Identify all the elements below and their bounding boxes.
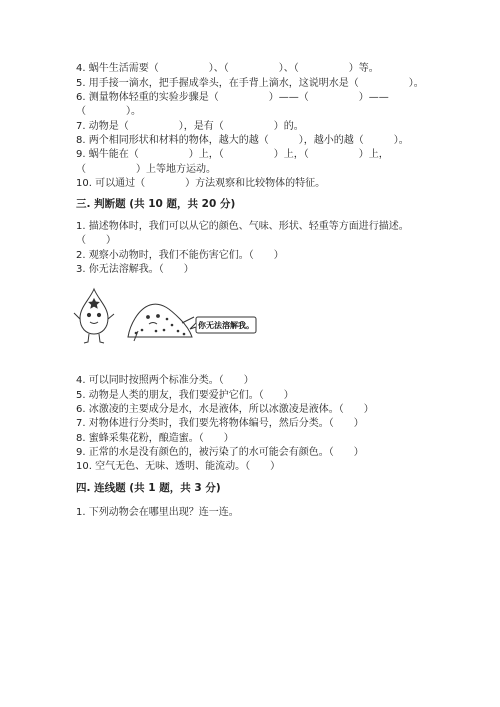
fill-blank-item-9-continued: （ ）上等地方运动。 — [76, 164, 216, 175]
speech-bubble — [190, 317, 256, 333]
water-drop-character-icon — [74, 289, 114, 343]
fill-blank-item-5: 5. 用手接一滴水，把手握成拳头，在手背上滴水，这说明水是（ ）。 — [76, 78, 424, 89]
true-false-item-7: 7. 对物体进行分类时，我们要先将物体编号，然后分类。（ ） — [76, 418, 364, 429]
true-false-item-6: 6. 冰激凌的主要成分是水，水是液体，所以冰激凌是液体。（ ） — [76, 404, 374, 415]
fill-blank-item-9: 9. 蜗牛能在（ ）上，（ ）上，（ ）上， — [76, 149, 389, 160]
true-false-item-4: 4. 可以同时按照两个标准分类。（ ） — [76, 375, 254, 386]
true-false-item-10: 10. 空气无色、无味、透明、能流动。（ ） — [76, 461, 281, 472]
illustration-salt-and-drop — [72, 285, 262, 355]
fill-blank-item-4: 4. 蜗牛生活需要（ ）、（ ）、（ ）等。 — [76, 63, 379, 74]
fill-blank-item-6-continued: （ ）。 — [76, 106, 141, 117]
true-false-item-8: 8. 蜜蜂采集花粉，酿造蜜。（ ） — [76, 433, 234, 444]
true-false-item-5: 5. 动物是人类的朋友，我们要爱护它们。（ ） — [76, 390, 294, 401]
true-false-item-9: 9. 正常的水是没有颜色的，被污染了的水可能会有颜色。（ ） — [76, 447, 364, 458]
fill-blank-item-7: 7. 动物是（ ），是有（ ）的。 — [76, 121, 304, 132]
true-false-item-1-continued: （ ） — [76, 235, 116, 246]
section-4-title: 四. 连线题 (共 1 题，共 3 分) — [76, 482, 221, 494]
fill-blank-item-10: 10. 可以通过（ ）方法观察和比较物体的特征。 — [76, 178, 326, 189]
fill-blank-item-8: 8. 两个相同形状和材料的物体，越大的越（ ），越小的越（ ）。 — [76, 135, 409, 146]
speech-bubble-text: 你无法溶解我。 — [198, 321, 254, 330]
true-false-item-3: 3. 你无法溶解我。（ ） — [76, 264, 194, 275]
fill-blank-item-6: 6. 测量物体轻重的实验步骤是（ ）——（ ）—— — [76, 92, 389, 103]
section-3-title: 三. 判断题 (共 10 题，共 20 分) — [76, 198, 236, 210]
matching-item-1: 1. 下列动物会在哪里出现？连一连。 — [76, 507, 239, 518]
true-false-item-1: 1. 描述物体时，我们可以从它的颜色、气味、形状、轻重等方面进行描述。 — [76, 221, 409, 232]
true-false-item-2: 2. 观察小动物时，我们不能伤害它们。（ ） — [76, 250, 284, 261]
salt-pile-icon — [128, 304, 194, 341]
